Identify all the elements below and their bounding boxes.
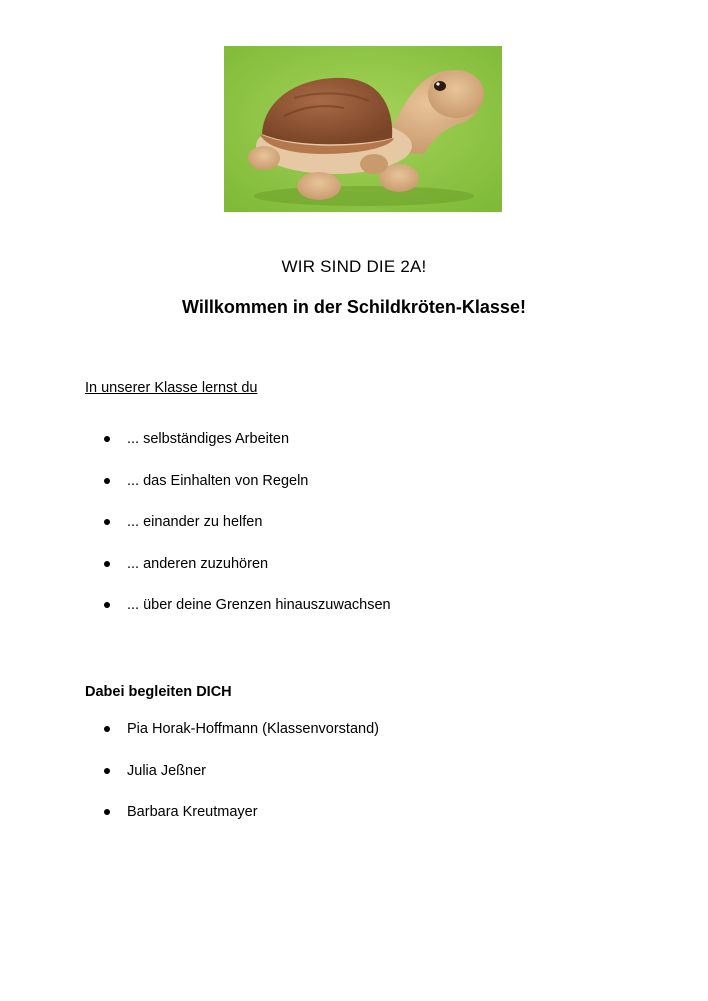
bullet-icon	[104, 726, 110, 732]
bullet-icon	[104, 809, 110, 815]
list-item-text: ... das Einhalten von Regeln	[127, 472, 309, 489]
bullet-icon	[104, 768, 110, 774]
bullet-icon	[104, 519, 110, 525]
bullet-icon	[104, 478, 110, 484]
bullet-icon	[104, 602, 110, 608]
bullet-icon	[104, 436, 110, 442]
list-item-text: ... selbständiges Arbeiten	[127, 431, 290, 447]
list-item-text: Barbara Kreutmayer	[127, 804, 258, 821]
list-item-text: ... einander zu helfen	[127, 514, 263, 531]
page-subtitle: Willkommen in der Schildkröten-Klasse!	[182, 297, 526, 317]
bullet-icon	[104, 561, 110, 567]
team-section-heading: Dabei begleiten DICH	[85, 684, 232, 700]
list-item-text: ... über deine Grenzen hinauszuwachsen	[127, 597, 391, 614]
list-item-text: ... anderen zuzuhören	[127, 555, 269, 572]
list-item-text: Pia Horak-Hoffmann (Klassenvorstand)	[127, 721, 379, 737]
tortoise-photo	[224, 46, 502, 212]
plush-tortoise-image	[224, 46, 502, 212]
page-title: WIR SIND DIE 2A!	[281, 257, 427, 276]
list-item-text: Julia Jeßner	[127, 762, 206, 779]
learn-section-heading: In unserer Klasse lernst du	[85, 380, 258, 396]
